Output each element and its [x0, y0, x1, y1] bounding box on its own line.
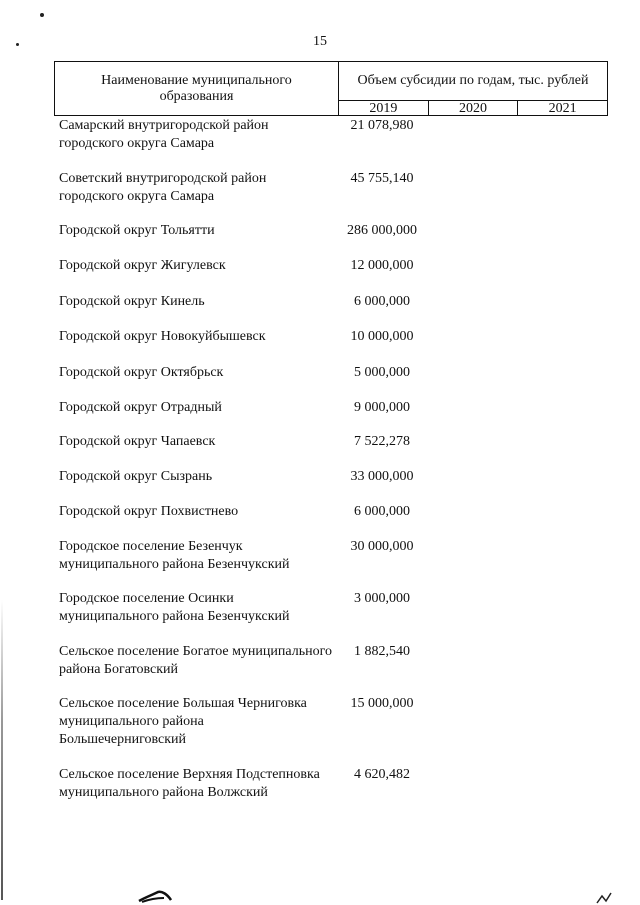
municipality-name: Сельское поселение Богатое муниципального района Богатовский: [59, 644, 332, 677]
years-header-row: [339, 100, 607, 116]
year-header-2021: 2021: [517, 101, 607, 116]
municipality-name: Городской округ Жигулевск: [59, 258, 226, 273]
municipality-name: Городское поселение Безенчук муниципального района Безенчукский: [59, 539, 290, 572]
municipality-name: Городской округ Новокуйбышевск: [59, 329, 266, 344]
municipality-name: Советский внутригородской район городского округа Самара: [59, 171, 267, 204]
scan-margin-shadow: [1, 600, 3, 900]
municipality-name: Сельское поселение Большая Черниговка муниципального района Большечерниговский: [59, 696, 307, 747]
subsidy-amount-2019: 33 000,000: [350, 469, 414, 484]
municipality-name: Городской округ Октябрьск: [59, 365, 224, 380]
subsidy-amount-2019: 30 000,000: [350, 539, 414, 554]
volume-column-header: Объем субсидии по годам, тыс. рублей: [357, 73, 589, 88]
municipality-name: Городской округ Тольятти: [59, 223, 215, 238]
subsidy-amount-2019: 6 000,000: [354, 504, 410, 519]
subsidy-amount-2019: 4 620,482: [354, 767, 410, 782]
subsidy-amount-2019: 286 000,000: [347, 223, 417, 238]
year-header-2020: 2020: [428, 101, 518, 116]
municipality-name: Самарский внутригородской район городского округа Самара: [59, 118, 269, 151]
scan-speck: [40, 13, 44, 17]
subsidy-amount-2019: 45 755,140: [350, 171, 414, 186]
table-header: [54, 61, 608, 116]
municipality-name: Городской округ Кинель: [59, 294, 205, 309]
subsidy-amount-2019: 3 000,000: [354, 591, 410, 606]
signature-scribble-icon: [138, 889, 172, 903]
scan-corner-mark-icon: [596, 890, 612, 904]
name-column-header: Наименование муниципального образования: [55, 62, 339, 115]
subsidy-amount-2019: 1 882,540: [354, 644, 410, 659]
subsidy-amount-2019: 6 000,000: [354, 294, 410, 309]
subsidy-amount-2019: 15 000,000: [350, 696, 414, 711]
subsidy-amount-2019: 5 000,000: [354, 365, 410, 380]
subsidy-amount-2019: 12 000,000: [350, 258, 414, 273]
municipality-name: Городской округ Чапаевск: [59, 434, 216, 449]
municipality-name: Городской округ Похвистнево: [59, 504, 239, 519]
subsidy-amount-2019: 7 522,278: [354, 434, 410, 449]
municipality-name: Городское поселение Осинки муниципального района Безенчукский: [59, 591, 290, 624]
municipality-name: Сельское поселение Верхняя Подстепновка муниципального района Волжский: [59, 767, 320, 800]
year-header-2019: 2019: [369, 101, 398, 116]
subsidy-amount-2019: 9 000,000: [354, 400, 410, 415]
subsidy-amount-2019: 21 078,980: [350, 118, 414, 133]
page-number: 15: [313, 34, 327, 49]
subsidy-amount-2019: 10 000,000: [350, 329, 414, 344]
municipality-name: Городской округ Отрадный: [59, 400, 222, 415]
municipality-name: Городской округ Сызрань: [59, 469, 213, 484]
